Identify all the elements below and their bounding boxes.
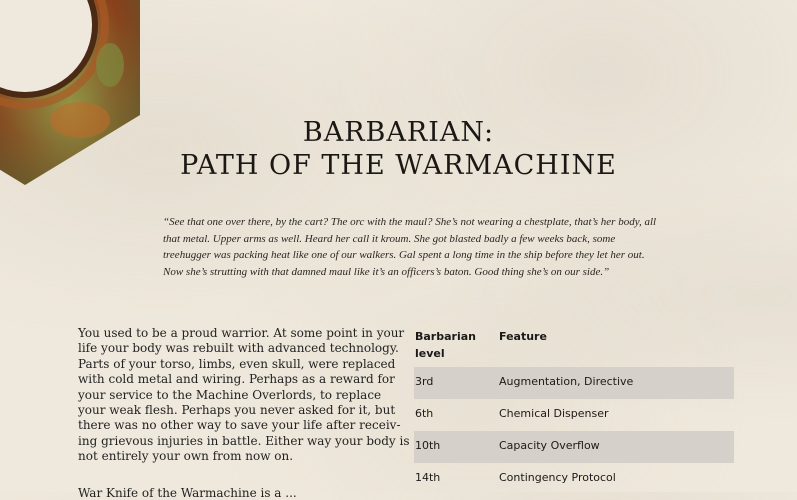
table-row [414,367,734,399]
body-line: with cold metal and wiring. Perhaps as a reward for [78,372,395,387]
body-line: life your body was rebuilt with advanced technology. [78,341,399,356]
table-row [414,431,734,463]
body-line: Parts of your torso, limbs, even skull, were replaced [78,356,396,371]
body-line: not entirely your own from now on. [78,449,294,464]
body-line: ing grievous injuries in battle. Either way your body is [78,433,410,448]
title-line-2: PATH OF THE WARMACHINE [180,150,617,181]
header-level: Barbarian level [415,330,476,360]
table-row [414,463,734,495]
page-title [0,116,797,182]
row-feature: Augmentation, Directive [499,375,634,388]
body-line: there was no other way to save your life after receiv- [78,418,401,433]
body-line: You used to be a proud warrior. At some point in your [78,326,405,340]
row-feature: Contingency Protocol [499,471,616,484]
table-row [414,399,734,431]
row-feature: Chemical Dispenser [499,407,609,420]
next-paragraph-cutoff: War Knife of the Warmachine is a ... [78,486,297,500]
row-level: 10th [415,439,441,452]
title-line-1: BARBARIAN: [302,117,495,148]
header-feature: Feature [499,330,547,343]
row-level: 14th [415,471,441,484]
body-paragraph [78,326,410,465]
row-level: 6th [415,407,434,420]
row-feature: Capacity Overflow [499,439,600,452]
row-level: 3rd [415,375,434,388]
table-header [414,326,734,366]
body-line: your service to the Machine Overlords, to replace [78,387,382,402]
flavor-quote: “See that one over there, by the cart? The orc with the maul? She’s not wearing a chestplate, that’s her body, all that metal. Upper arms as well. Heard her call it kroum. She got blasted badly a few weeks back, some treehugger was packing heat like one of our walkers. Gal spent a long time in the ship before they let her out. Now she’s strutting with that damned maul like it’s an officers’s baton. Good thing she’s on our side.” [163,216,657,279]
body-line: your weak flesh. Perhaps you never asked for it, but [78,403,396,418]
barbarian-feature-table [414,326,734,495]
